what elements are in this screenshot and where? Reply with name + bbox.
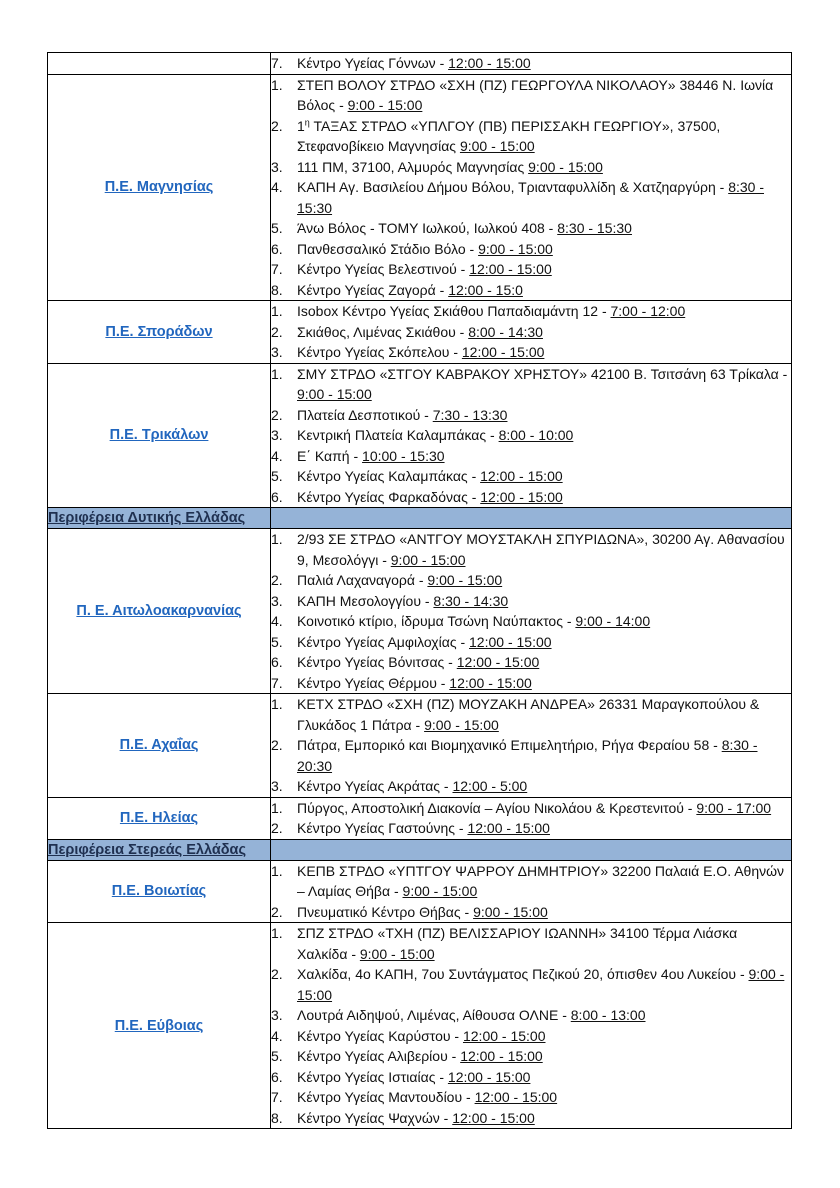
hours-value: 9:00 - 15:00 (297, 966, 785, 1003)
hours-value: 8:00 - 13:00 (570, 1007, 646, 1023)
location-item (271, 1067, 791, 1088)
region-label[interactable]: Π.Ε. Βοιωτίας (111, 883, 207, 900)
location-text: Χαλκίδα, 4ο ΚΑΠΗ, 7ου Συντάγματος Πεζικού 20, όπισθεν 4ου Λυκείου - 9:00 - 15:00 (297, 966, 785, 1003)
section-title-cell (48, 508, 271, 529)
hours-value: 8:30 - 20:30 (297, 737, 758, 774)
location-item (271, 1046, 791, 1067)
location-number: 7. (271, 1089, 283, 1105)
location-text: Κέντρο Υγείας Φαρκαδόνας - 12:00 - 15:00 (297, 488, 563, 505)
location-item (271, 1087, 791, 1108)
hours-value: 12:00 - 15:00 (448, 55, 531, 71)
location-text: Κέντρο Υγείας Γόννων - 12:00 - 15:00 (297, 55, 531, 71)
region-label-cell (48, 74, 271, 301)
region-label-cell (48, 53, 271, 75)
section-header-row (48, 839, 792, 860)
location-text: ΚΕΠΒ ΣΤΡΔΟ «ΥΠΤΓΟΥ ΨΑΡΡΟΥ ΔΗΜΗΤΡΙΟΥ» 32200 Παλαιά Ε.Ο. Αθηνών – Λαμίας Θήβα - 9:00 - 15:00 (297, 862, 785, 899)
location-number: 6. (271, 240, 283, 257)
locations-cell (271, 301, 792, 364)
location-number: 1. (271, 303, 283, 319)
location-number: 2. (271, 117, 283, 134)
hours-value: 8:30 - 15:30 (557, 220, 632, 236)
location-number: 5. (271, 1048, 283, 1064)
location-item (271, 1005, 791, 1026)
location-item (271, 218, 791, 239)
location-text: Λουτρά Αιδηψού, Λιμένας, Αίθουσα ΟΛΝΕ - 8:00 - 13:00 (297, 1007, 646, 1023)
location-text: $1^\eta$ ΤΑΞΑΣ ΣΤΡΔΟ «ΥΠΛΓΟΥ (ΠΒ) ΠΕΡΙΣΣΑΚΗ ΓΕΩΡΓΙΟΥ», 37500, Στεφανοβίκειο Μαγνησίας 9:00 - 15:00 (297, 116, 721, 154)
location-number: 3. (271, 158, 283, 175)
location-item (271, 798, 791, 819)
location-text: Κοινοτικό κτίριο, ίδρυμα Τσώνη Ναύπακτος - 9:00 - 14:00 (297, 613, 651, 629)
locations-cell (271, 363, 792, 508)
location-number: 1. (271, 799, 283, 816)
table-row (48, 694, 792, 798)
region-label-cell (48, 797, 271, 839)
location-text: 2/93 ΣΕ ΣΤΡΔΟ «ΑΝΤΓΟΥ ΜΟΥΣΤΑΚΛΗ ΣΠΥΡΙΔΩΝΑ», 30200 Αγ. Αθανασίου 9, Μεσολόγγι - 9:00 - 15:00 (297, 531, 785, 568)
location-item (271, 570, 791, 591)
location-number: 3. (271, 344, 283, 360)
location-item (271, 591, 791, 612)
hours-value: 12:00 - 15:00 (447, 1068, 531, 1085)
hours-value: 7:00 - 12:00 (610, 303, 686, 319)
region-schedule-table (47, 52, 792, 1129)
hours-value: 9:00 - 15:00 (359, 945, 435, 962)
table-row (48, 363, 792, 508)
location-text: ΣΤΕΠ ΒΟΛΟΥ ΣΤΡΔΟ «ΣΧΗ (ΠΖ) ΓΕΩΡΓΟΥΛΑ ΝΙΚΟΛΑΟΥ» 38446 Ν. Ιωνία Βόλος - 9:00 - 15:00 (297, 76, 774, 113)
location-number: 2. (271, 903, 283, 920)
location-number: 6. (271, 488, 283, 505)
location-number: 2. (271, 406, 283, 423)
hours-value: 7:30 - 13:30 (432, 406, 508, 423)
location-item (271, 652, 791, 673)
location-number: 8. (271, 1109, 283, 1126)
location-number: 2. (271, 572, 283, 588)
location-number: 1. (271, 925, 283, 941)
location-number: 7. (271, 674, 283, 691)
region-label[interactable]: Π.Ε. Τρικάλων (109, 427, 209, 444)
hours-value: 9:00 - 15:00 (390, 551, 466, 568)
location-number: 3. (271, 592, 283, 609)
location-item (271, 75, 791, 116)
location-text: Κέντρο Υγείας Μαντουδίου - 12:00 - 15:00 (297, 1089, 558, 1105)
location-item (271, 259, 791, 280)
location-item (271, 673, 791, 694)
hours-value: 12:00 - 15:00 (474, 1089, 558, 1105)
region-label-cell (48, 923, 271, 1129)
locations-cell (271, 74, 792, 301)
hours-value: 12:00 - 15:00 (456, 654, 540, 670)
hours-value: 9:00 - 15:00 (478, 240, 553, 257)
location-item (271, 964, 791, 1005)
location-text: Κέντρο Υγείας Καρύστου - 12:00 - 15:00 (297, 1027, 546, 1044)
hours-value: 9:00 - 15:00 (297, 386, 372, 402)
table-row (48, 860, 792, 923)
locations-cell (271, 694, 792, 798)
locations-cell (271, 860, 792, 923)
region-label-cell (48, 860, 271, 923)
location-text: Κέντρο Υγείας Αμφιλοχίας - 12:00 - 15:00 (297, 633, 552, 650)
location-number: 4. (271, 1027, 283, 1044)
location-item (271, 1108, 791, 1129)
hours-value: 12:00 - 15:00 (449, 674, 532, 691)
hours-value: 12:00 - 5:00 (452, 778, 528, 794)
location-text: Κέντρο Υγείας Βόνιτσας - 12:00 - 15:00 (297, 654, 540, 670)
location-item (271, 1026, 791, 1047)
location-number: 5. (271, 220, 283, 236)
section-title: Περιφέρεια Δυτικής Ελλάδας (48, 510, 246, 526)
hours-value: 12:00 - 15:00 (469, 261, 552, 277)
hours-value: 9:00 - 15:00 (459, 138, 535, 154)
location-item (271, 818, 791, 839)
location-text: ΚΕΤΧ ΣΤΡΔΟ «ΣΧΗ (ΠΖ) ΜΟΥΖΑΚΗ ΑΝΔΡΕΑ» 26331 Μαραγκοπούλου & Γλυκάδος 1 Πάτρα - 9:00 - 15:00 (297, 696, 760, 733)
hours-value: 8:30 - 15:30 (297, 179, 764, 216)
table-row (48, 923, 792, 1129)
section-header-spacer (271, 839, 792, 860)
region-label[interactable]: Π.Ε. Μαγνησίας (104, 179, 214, 196)
location-number: 3. (271, 427, 283, 443)
location-number: 2. (271, 966, 283, 982)
location-number: 2. (271, 323, 283, 340)
location-text: Κέντρο Υγείας Θέρμου - 12:00 - 15:00 (297, 674, 532, 691)
location-number: 7. (271, 55, 283, 71)
hours-value: 12:00 - 15:00 (461, 344, 545, 360)
location-text: ΚΑΠΗ Μεσολογγίου - 8:30 - 14:30 (297, 592, 509, 609)
location-text: Isobox Κέντρο Υγείας Σκιάθου Παπαδιαμάντη 12 - 7:00 - 12:00 (297, 303, 686, 319)
locations-cell (271, 529, 792, 694)
region-label[interactable]: Π. Ε. Αιτωλοακαρνανίας (76, 603, 242, 619)
hours-value: 9:00 - 15:00 (424, 716, 499, 733)
region-label[interactable]: Π.Ε. Σποράδων (105, 323, 213, 340)
hours-value: 12:00 - 15:00 (480, 468, 563, 484)
section-title: Περιφέρεια Στερεάς Ελλάδας (48, 841, 247, 858)
region-label[interactable]: Π.Ε. Αχαΐας (119, 737, 199, 754)
table-row (48, 797, 792, 839)
location-item (271, 776, 791, 797)
hours-value: 12:00 - 15:00 (460, 1048, 543, 1064)
location-text: Κέντρο Υγείας Σκόπελου - 12:00 - 15:00 (297, 344, 545, 360)
location-number: 3. (271, 1007, 283, 1023)
location-item (271, 239, 791, 260)
table-row (48, 53, 792, 75)
location-number: 5. (271, 633, 283, 650)
location-number: 2. (271, 820, 283, 836)
location-number: 6. (271, 1068, 283, 1085)
location-item (271, 342, 791, 363)
location-text: Πανθεσσαλικό Στάδιο Βόλο - 9:00 - 15:00 (297, 240, 553, 257)
location-item (271, 53, 791, 74)
location-text: Άνω Βόλος - ΤΟΜΥ Ιωλκού, Ιωλκού 408 - 8:30 - 15:30 (297, 220, 632, 236)
hours-value: 9:00 - 15:00 (347, 97, 423, 113)
location-text: Παλιά Λαχαναγορά - 9:00 - 15:00 (297, 572, 503, 588)
location-text: Πάτρα, Εμπορικό και Βιομηχανικό Επιμελητήριο, Ρήγα Φεραίου 58 - 8:30 - 20:30 (297, 737, 758, 774)
location-text: Κέντρο Υγείας Ακράτας - 12:00 - 5:00 (297, 778, 528, 794)
location-text: Κεντρική Πλατεία Καλαμπάκας - 8:00 - 10:00 (297, 427, 574, 443)
location-item (271, 301, 791, 322)
hours-value: 12:00 - 15:00 (462, 1027, 546, 1044)
location-text: Κέντρο Υγείας Ψαχνών - 12:00 - 15:00 (297, 1109, 535, 1126)
region-label-cell (48, 694, 271, 798)
location-text: Ε΄ Καπή - 10:00 - 15:30 (297, 447, 445, 464)
location-number: 1. (271, 862, 283, 879)
location-item (271, 923, 791, 964)
location-text: Κέντρο Υγείας Καλαμπάκας - 12:00 - 15:00 (297, 468, 563, 484)
hours-value: 12:00 - 15:00 (480, 488, 563, 505)
location-item (271, 425, 791, 446)
section-title-cell (48, 839, 271, 860)
region-label[interactable]: Π.Ε. Ηλείας (119, 810, 199, 826)
location-text: Κέντρο Υγείας Αλιβερίου - 12:00 - 15:00 (297, 1048, 543, 1064)
hours-value: 9:00 - 14:00 (575, 613, 651, 629)
location-text: Κέντρο Υγείας Ιστιαίας - 12:00 - 15:00 (297, 1068, 531, 1085)
location-number: 1. (271, 531, 283, 547)
location-number: 4. (271, 613, 283, 629)
location-item (271, 632, 791, 653)
location-item (271, 446, 791, 467)
region-label[interactable]: Π.Ε. Εύβοιας (114, 1017, 204, 1034)
location-number: 1. (271, 76, 283, 93)
location-text: Κέντρο Υγείας Ζαγορά - 12:00 - 15:0 (297, 281, 523, 298)
location-text: Κέντρο Υγείας Βελεστινού - 12:00 - 15:00 (297, 261, 552, 277)
hours-value: 12:00 - 15:0 (448, 281, 523, 298)
hours-value: 9:00 - 17:00 (696, 799, 772, 816)
region-label-cell (48, 363, 271, 508)
hours-value: 10:00 - 15:30 (362, 447, 445, 464)
location-number: 4. (271, 447, 283, 464)
table-row (48, 301, 792, 364)
hours-value: 9:00 - 15:00 (402, 883, 478, 899)
location-text: Σκιάθος, Λιμένας Σκιάθου - 8:00 - 14:30 (297, 323, 543, 340)
section-header-row (48, 508, 792, 529)
location-number: 8. (271, 281, 283, 298)
hours-value: 8:30 - 14:30 (433, 592, 509, 609)
hours-value: 8:00 - 14:30 (468, 323, 543, 340)
locations-cell (271, 53, 792, 75)
location-item (271, 116, 791, 157)
table-row (48, 74, 792, 301)
location-number: 6. (271, 654, 283, 670)
table-row (48, 529, 792, 694)
region-table-body (48, 53, 792, 1129)
location-text: ΚΑΠΗ Αγ. Βασιλείου Δήμου Βόλου, Τριανταφυλλίδη & Χατζηαργύρη - 8:30 - 15:30 (297, 179, 764, 216)
locations-cell (271, 797, 792, 839)
location-item (271, 861, 791, 902)
location-item (271, 694, 791, 735)
section-header-spacer (271, 508, 792, 529)
location-item (271, 322, 791, 343)
location-item (271, 487, 791, 508)
hours-value: 9:00 - 15:00 (473, 903, 548, 920)
location-number: 2. (271, 737, 283, 753)
location-item (271, 177, 791, 218)
location-text: Πλατεία Δεσποτικού - 7:30 - 13:30 (297, 406, 508, 423)
location-text: Πύργος, Αποστολική Διακονία – Αγίου Νικολάου & Κρεστενιτού - 9:00 - 17:00 (297, 799, 772, 816)
location-item (271, 902, 791, 923)
region-label-cell (48, 529, 271, 694)
location-text: Κέντρο Υγείας Γαστούνης - 12:00 - 15:00 (297, 820, 550, 836)
region-label-cell (48, 301, 271, 364)
hours-value: 12:00 - 15:00 (469, 633, 552, 650)
location-text: 111 ΠΜ, 37100, Αλμυρός Μαγνησίας 9:00 - 15:00 (297, 158, 603, 175)
location-item (271, 735, 791, 776)
hours-value: 12:00 - 15:00 (452, 1109, 535, 1126)
location-item (271, 280, 791, 301)
location-number: 4. (271, 179, 283, 195)
hours-value: 8:00 - 10:00 (498, 427, 574, 443)
hours-value: 12:00 - 15:00 (467, 820, 550, 836)
hours-value: 9:00 - 15:00 (528, 158, 603, 175)
location-item (271, 405, 791, 426)
location-number: 7. (271, 261, 283, 277)
location-text: ΣΠΖ ΣΤΡΔΟ «ΤΧΗ (ΠΖ) ΒΕΛΙΣΣΑΡΙΟΥ ΙΩΑΝΝΗ» 34100 Τέρμα Λιάσκα Χαλκίδα - 9:00 - 15:00 (297, 925, 738, 962)
location-text: ΣΜΥ ΣΤΡΔΟ «ΣΤΓΟΥ ΚΑΒΡΑΚΟΥ ΧΡΗΣΤΟΥ» 42100 Β. Τσιτσάνη 63 Τρίκαλα - 9:00 - 15:00 (297, 365, 788, 402)
location-number: 1. (271, 696, 283, 712)
location-item (271, 466, 791, 487)
location-number: 3. (271, 778, 283, 794)
location-number: 5. (271, 468, 283, 484)
location-item (271, 157, 791, 178)
location-item (271, 529, 791, 570)
hours-value: 9:00 - 15:00 (427, 572, 503, 588)
location-text: Πνευματικό Κέντρο Θήβας - 9:00 - 15:00 (297, 903, 548, 920)
location-item (271, 611, 791, 632)
locations-cell (271, 923, 792, 1129)
location-number: 1. (271, 365, 283, 382)
location-item (271, 364, 791, 405)
